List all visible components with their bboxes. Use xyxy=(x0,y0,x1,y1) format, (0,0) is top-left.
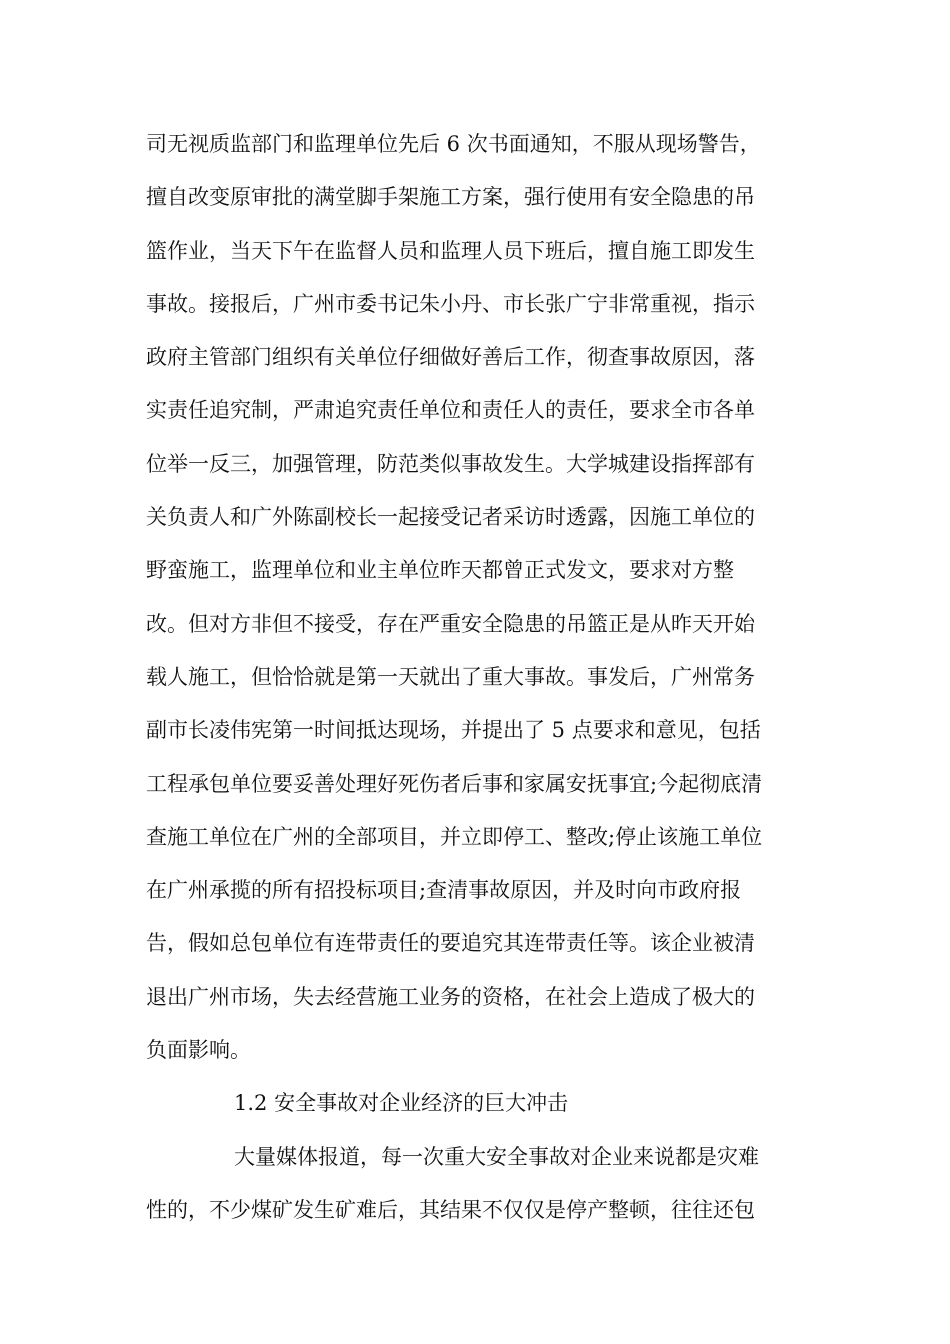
paragraph-line: 司无视质监部门和监理单位先后 6 次书面通知，不服从现场警告， xyxy=(146,132,761,156)
paragraph-line: 告，假如总包单位有连带责任的要追究其连带责任等。该企业被清 xyxy=(146,931,755,956)
paragraph-line: 负面影响。 xyxy=(146,1038,251,1063)
paragraph-line: 位举一反三，加强管理，防范类似事故发生。大学城建设指挥部有 xyxy=(146,451,755,476)
paragraph-line: 副市长凌伟宪第一时间抵达现场，并提出了 5 点要求和意见，包括 xyxy=(146,718,761,743)
paragraph-line: 退出广州市场，失去经营施工业务的资格，在社会上造成了极大的 xyxy=(146,984,755,1009)
paragraph-line: 擅自改变原审批的满堂脚手架施工方案，强行使用有安全隐患的吊 xyxy=(146,185,755,210)
paragraph-line: 查施工单位在广州的全部项目，并立即停工、整改;停止该施工单位 xyxy=(146,824,763,849)
paragraph-line: 载人施工，但恰恰就是第一天就出了重大事故。事发后，广州常务 xyxy=(146,664,755,689)
paragraph-line: 篮作业，当天下午在监督人员和监理人员下班后，擅自施工即发生 xyxy=(146,238,755,263)
paragraph-line: 野蛮施工，监理单位和业主单位昨天都曾正式发文，要求对方整 xyxy=(146,558,734,583)
paragraph-line: 事故。接报后，广州市委书记朱小丹、市长张广宁非常重视，指示 xyxy=(146,291,755,316)
document-body xyxy=(146,118,816,1237)
section-heading: 1.2 安全事故对企业经济的巨大冲击 xyxy=(234,1091,569,1116)
paragraph-line: 政府主管部门组织有关单位仔细做好善后工作，彻查事故原因，落 xyxy=(146,345,755,370)
paragraph-line: 大量媒体报道，每一次重大安全事故对企业来说都是灾难 xyxy=(234,1144,759,1169)
paragraph-line: 关负责人和广外陈副校长一起接受记者采访时透露，因施工单位的 xyxy=(146,505,755,530)
paragraph-line: 性的，不少煤矿发生矿难后，其结果不仅仅是停产整顿，往往还包 xyxy=(146,1197,755,1222)
paragraph-line: 在广州承揽的所有招投标项目;查清事故原因，并及时向市政府报 xyxy=(146,878,742,903)
paragraph-line: 实责任追究制，严肃追究责任单位和责任人的责任，要求全市各单 xyxy=(146,398,755,423)
paragraph-line: 工程承包单位要妥善处理好死伤者后事和家属安抚事宜;今起彻底清 xyxy=(146,771,763,796)
paragraph-line: 改。但对方非但不接受，存在严重安全隐患的吊篮正是从昨天开始 xyxy=(146,611,755,636)
